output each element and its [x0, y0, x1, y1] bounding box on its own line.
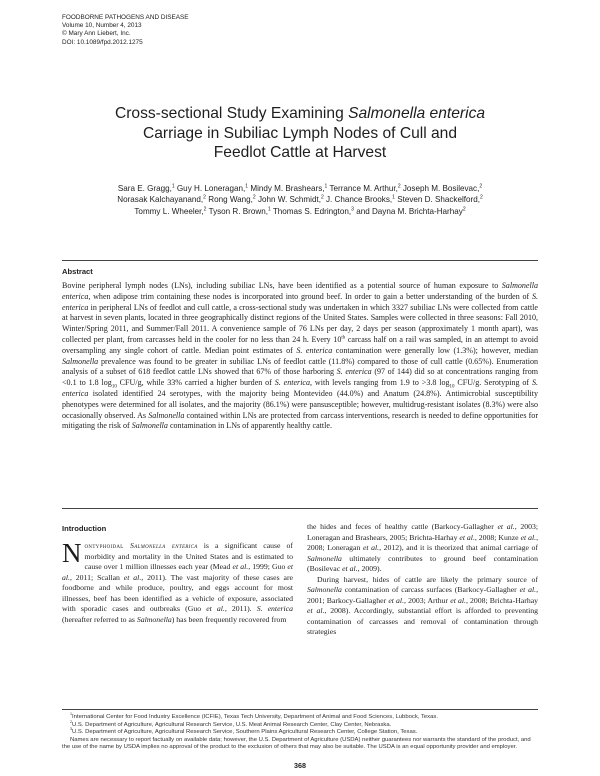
- journal-header: [62, 14, 189, 47]
- author-affiliation: 2: [320, 194, 324, 201]
- author-name: John W. Schmidt,: [257, 195, 321, 205]
- author-line-3: [40, 206, 560, 217]
- journal-volume: Volume 10, Number 4, 2013: [62, 22, 142, 30]
- abstract-bottom-rule: [62, 508, 538, 509]
- author-affiliation: 2: [252, 194, 256, 201]
- journal-copyright: © Mary Ann Liebert, Inc.: [62, 30, 131, 38]
- author-affiliation: 2: [203, 205, 207, 212]
- article-title: [40, 104, 560, 163]
- author-affiliation: 2: [397, 183, 401, 190]
- author-affiliation: 3: [351, 205, 354, 212]
- author-affiliation: 2: [479, 183, 483, 190]
- intro-column-right: the hides and feces of healthy cattle (Barkocy-Gallagher et al., 2003; Loneragan and Brashears, 2005; Brichta-Harhay et al., 2008; Kunze et al., 2008; Loneragan et al., 2012), and it is theorized that animal carriage of Salmonella ultimately contributes to ground beef contamination (Bosilevac et al., 2009). During harvest, hides of cattle are likely the primary source of Salmonella contamination of carcass surfaces (Barkocy-Gallagher et al., 2001; Barkocy-Gallagher et al., 2003; Arthur et al., 2008; Brichta-Harhay et al., 2008). Accordingly, substantial effort is afforded to preventing contamination of carcasses and removal of contamination through strategies: [307, 522, 539, 637]
- author-name: Rong Wang,: [208, 195, 253, 205]
- footnote-rule: [62, 709, 538, 710]
- title-line-2: Carriage in Subiliac Lymph Nodes of Cull and: [142, 124, 458, 142]
- author-list: [40, 183, 560, 217]
- author-affiliation: 2: [462, 205, 466, 212]
- author-name: J. Chance Brooks,: [326, 195, 393, 205]
- abstract-heading: Abstract: [62, 267, 93, 276]
- author-affiliation: 2: [203, 194, 206, 201]
- author-name: Joseph M. Bosilevac,: [402, 184, 480, 193]
- page-number: 368: [294, 761, 306, 770]
- author-affiliation: 1: [392, 194, 395, 201]
- author-name: Terrance M. Arthur,: [329, 184, 398, 193]
- author-affiliation: 1: [245, 183, 249, 190]
- title-line-3: Feedlot Cattle at Harvest: [213, 144, 387, 161]
- title-line-1: Cross-sectional Study Examining: [114, 105, 349, 122]
- author-name: Mindy M. Brashears,: [250, 184, 325, 193]
- footnote-affiliation-1: $^1$International Center for Food Industry Excellence (ICFIE), Texas Tech University, Department of Animal and Food Sciences, Lubbock, Texas.: [70, 712, 438, 720]
- author-line-2: [40, 194, 560, 205]
- author-name: Tyson R. Brown,: [208, 206, 268, 216]
- author-name: Thomas S. Edrington,: [272, 206, 352, 216]
- footnotes: [62, 714, 538, 752]
- introduction-heading: Introduction: [62, 524, 107, 533]
- footnote-affiliation-3: $^3$U.S. Department of Agriculture, Agricultural Research Service, Southern Plains Agricultural Research Center, College Station, Texas.: [70, 727, 418, 736]
- author-name: Guy H. Loneragan,: [176, 184, 246, 193]
- journal-name: FOODBORNE PATHOGENS AND DISEASE: [62, 14, 189, 21]
- author-affiliation: 2: [479, 194, 483, 201]
- journal-doi: DOI: 10.1089/fpd.2012.1275: [62, 38, 143, 46]
- author-line-1: [40, 183, 560, 194]
- abstract-top-rule: [62, 260, 538, 261]
- author-name: Norasak Kalchayanand,: [117, 195, 204, 205]
- abstract-body: Bovine peripheral lymph nodes (LNs), including subiliac LNs, have been identified as a potential source of human exposure to Salmonella enterica, when adipose trim containing these nodes is incorporated into ground beef. In order to gain a better understanding of the burden of S. enterica in peripheral LNs of feedlot and cull cattle, a cross-sectional study was undertaken in which 3327 subiliac LNs were collected from cattle at harvest in seven plants, located in three geographically distinct regions of the United States. Samples were collected in three seasons: Fall 2010, Winter/Spring 2011, and Summer/Fall 2011. A convenience sample of 76 LNs per day, 2 days per season (approximately 1 month apart), was collected per plant, from carcasses held in the cooler for no less than 24 h. Every 10th carcass half on a rail was sampled, in an attempt to avoid oversampling any single cohort of cattle. Median point estimates of S. enterica contamination were generally low (1.3%); however, median Salmonella prevalence was found to be greater in subiliac LNs of feedlot cattle (11.8%) compared to those of cull cattle (0.65%). Enumeration analysis of a subset of 618 feedlot cattle LNs showed that 67% of those harboring S. enterica (97 of 144) did so at concentrations ranging from <0.1 to 1.8 $\log_{10} CFU/g$, while 33% carried a higher burden of S. enterica, with levels ranging from 1.9 to >3.8 $\log_{10} CFU/g$. Serotyping of S. enterica isolated identified 24 serotypes, with the majority being Montevideo (44.0%) and Anatum (24.8%). Antimicrobial susceptibility phenotypes were determined for all isolates, and the majority (86.1%) were pansusceptible; however, multidrug-resistant isolates (8.3%) were also occasionally observed. As Salmonella contained within LNs are protected from carcass interventions, research is needed to define opportunities for mitigating the risk of Salmonella contamination in LNs of apparently healthy cattle.: [62, 281, 539, 431]
- footnote-affiliation-2: $^2$U.S. Department of Agriculture, Agricultural Research Service, U.S. Meat Animal Research Center, Clay Center, Nebraska.: [70, 719, 392, 728]
- author-name: and Dayna M. Brichta-Harhay: [356, 206, 463, 216]
- footnote-disclaimer: Names are necessary to report factually on available data; however, the U.S. Department of Agriculture (USDA) neither guarantees nor warrants the standard of the product, and the use of the name by USDA implies no approval of the product to the exclusion of others that may also be suitable. The USDA is an equal opportunity provider and employer.: [62, 736, 531, 751]
- author-name: Tommy L. Wheeler,: [134, 206, 204, 216]
- drop-cap: N: [62, 538, 82, 568]
- author-name: Steven D. Shackelford,: [397, 195, 480, 205]
- author-affiliation: 1: [324, 183, 328, 190]
- title-organism: Salmonella enterica: [348, 105, 486, 122]
- author-name: Sara E. Gragg,: [117, 184, 172, 193]
- author-affiliation: 1: [171, 183, 175, 190]
- author-affiliation: 1: [267, 205, 271, 212]
- intro-column-left: Nontyphoidal Salmonella enterica is a significant cause of morbidity and mortality in the United States and is estimated to cause over 1 million illnesses each year (Mead et al., 1999; Guo et al., 2011; Scallan et al., 2011). The vast majority of these cases are foodborne and while produce, poultry, and eggs account for most illnesses, beef has been identified as a vehicle of exposure, associated with sporadic cases and outbreaks (Guo et al., 2011). S. enterica (hereafter referred to as Salmonella) has been frequently recovered from: [62, 538, 294, 624]
